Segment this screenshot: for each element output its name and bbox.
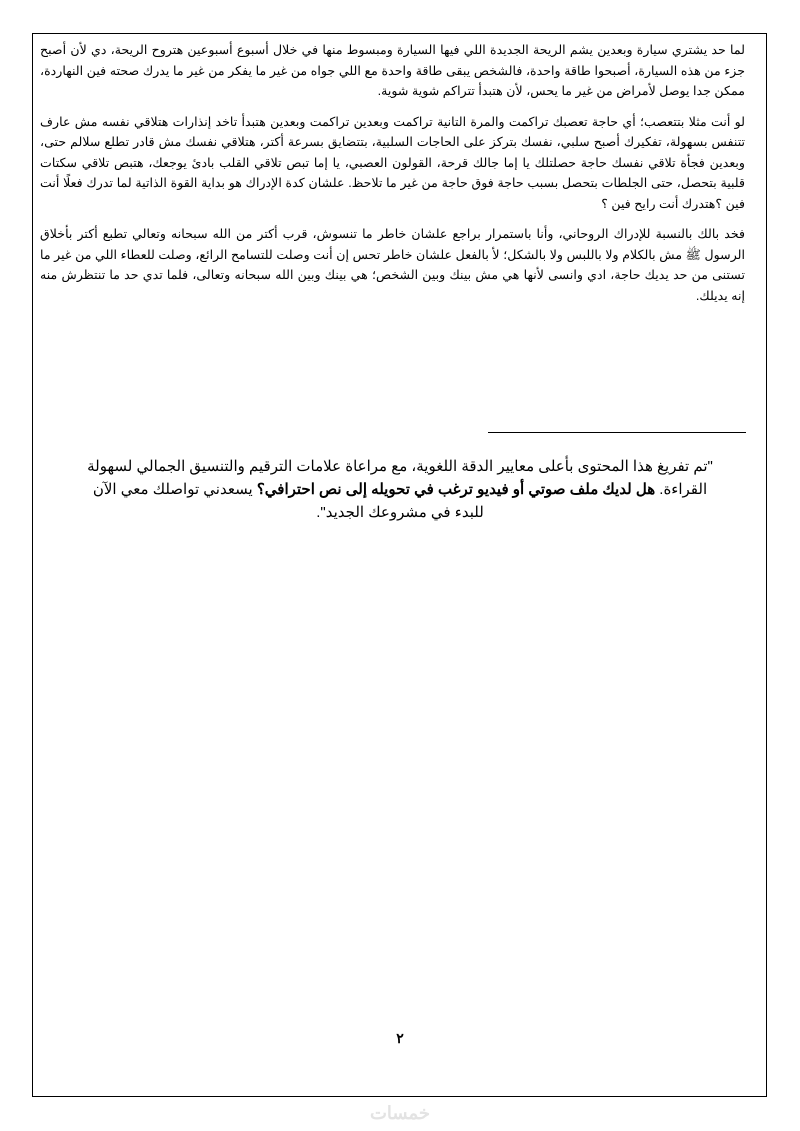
- separator-line: [488, 432, 746, 433]
- paragraph-1: لما حد يشتري سيارة وبعدين يشم الريحة الجديدة اللي فيها السيارة ومبسوط منها في خلال أسبوع أسبوعين هتروح الريحة، دي لأن أصبح جزء من هذه السيارة، أصبحوا طاقة واحدة، فالشخص يبقى طاقة واحدة مع اللي جواه من غير ما يفكر من غير ما يدرك صحته فين النهاردة، ممكن جدا يوصل لأمراض من غير ما يحس، لأن هتبدأ تتراكم شوية شوية.: [40, 43, 745, 98]
- document-body: [40, 40, 745, 316]
- closing-note-text: "تم تفريغ هذا المحتوى بأعلى معايير الدقة اللغوية، مع مراعاة علامات الترقيم والتنسيق الجمالي لسهولة القراءة.: [87, 458, 713, 498]
- page-number: ٢: [396, 1030, 404, 1046]
- paragraph-3: فخد بالك بالنسبة للإدراك الروحاني، وأنا باستمرار براجع علشان خاطر ما تنسوش، قرب أكتر من الله سبحانه وتعالي تطبع أكتر بأخلاق الرسول ﷺ مش بالكلام ولا باللبس ولا بالشكل؛ لأ بالفعل علشان خاطر تحس إن أنت وصلت للتسامح الرائع، وصلت للعطاء اللي من غير ما تستنى من حد يديك حاجة، ادي وانسى لأنها هي مش بينك وبين الشخص؛ هي بينك وبين الله سبحانه وتعالى، فلما تدي حد ما تنتظرش منه إنه يديلك.: [40, 227, 745, 303]
- closing-note-cta: يسعدني تواصلك معي الآن للبدء في مشروعك الجديد".: [92, 481, 484, 521]
- closing-note-question: هل لديك ملف صوتي أو فيديو ترغب في تحويله إلى نص احترافي؟: [256, 481, 656, 498]
- closing-note: [80, 455, 720, 524]
- watermark-logo: خمسات: [369, 1103, 431, 1123]
- paragraph-2: لو أنت مثلا بتتعصب؛ أي حاجة تعصبك تراكمت والمرة التانية تراكمت وبعدين تراكمت وبعدين هتبدأ تاخد إنذارات هتلاقي نفسه مش عارف تتنفس بسهولة، تفكيرك أصبح سلبي، نفسك بتركز على الحاجات السلبية، بتتضايق بسرعة أكتر، هتلاقي نفسك مش قادر تطلع سلالم حتى، وبعدين فجأة تلاقي نفسك حاجة حصلتلك يا إما جالك قرحة، القولون العصبي، يا إما تبص تلاقي القلب بادئ يوجعك، هتبص تلاقي سكتات قلبية بتحصل، حتى الجلطات بتحصل بسبب حاجة فوق حاجة من غير ما تلاحظ. علشان كدة الإدراك هو بداية القوة الذاتية لما تدرك فعلًا أنت فين ؟هتدرك أنت رايح فين ؟: [40, 114, 745, 211]
